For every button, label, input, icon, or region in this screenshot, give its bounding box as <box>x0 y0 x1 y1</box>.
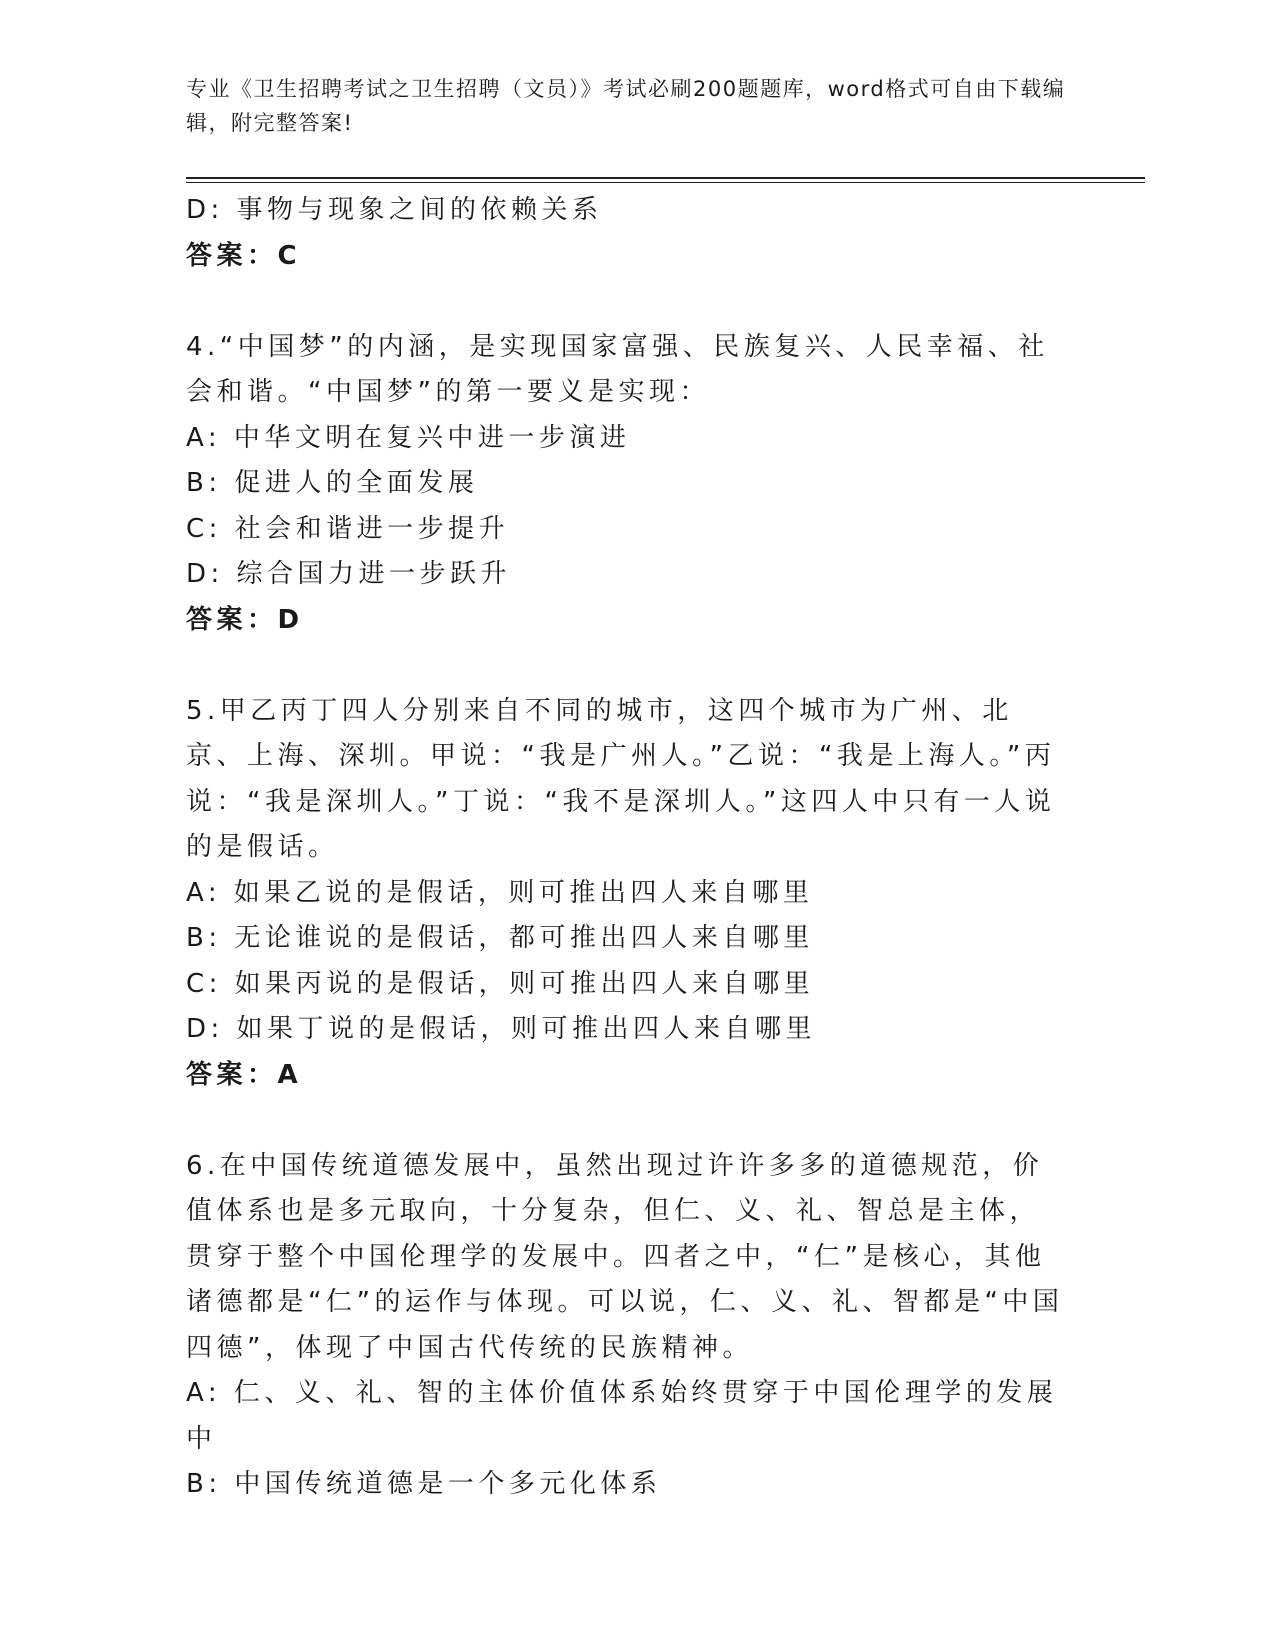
question-stem: 6.在中国传统道德发展中，虽然出现过许许多多的道德规范，价值体系也是多元取向，十分复杂，但仁、义、礼、智总是主体，贯穿于整个中国伦理学的发展中。四者之中，“仁”是核心，其他诸德都是“仁”的运作与体现。可以说，仁、义、礼、智都是“中国四德”，体现了中国古代传统的民族精神。 <box>186 1150 1064 1363</box>
spacer <box>186 643 1066 689</box>
prev-answer: 答案：C <box>186 240 302 271</box>
option-c: C: 如果丙说的是假话，则可推出四人来自哪里 <box>186 968 815 999</box>
option-b: B: 无论谁说的是假话，都可推出四人来自哪里 <box>186 923 814 953</box>
spacer <box>186 279 1066 325</box>
question-5 <box>186 689 1066 1099</box>
question-stem: 4.“中国梦”的内涵，是实现国家富强、民族复兴、人民幸福、社会和谐。“中国梦”的第一要义是实现： <box>186 331 1049 407</box>
answer: 答案：D <box>186 604 304 635</box>
option-c: C: 社会和谐进一步提升 <box>186 513 510 544</box>
question-4 <box>186 325 1066 644</box>
option-b: B: 中国传统道德是一个多元化体系 <box>186 1469 662 1499</box>
question-content <box>186 188 1066 1508</box>
document-header: 专业《卫生招聘考试之卫生招聘（文员）》考试必刷200题题库，word格式可自由下载编辑，附完整答案! <box>186 77 1066 135</box>
option-a: A: 仁、义、礼、智的主体价值体系始终贯穿于中国伦理学的发展中 <box>186 1378 1058 1454</box>
spacer <box>186 1098 1066 1144</box>
question-6 <box>186 1144 1066 1508</box>
answer: 答案：A <box>186 1059 303 1090</box>
option-d: D: 综合国力进一步跃升 <box>186 559 512 589</box>
option-a: A: 中华文明在复兴中进一步演进 <box>186 422 631 453</box>
option-d: D: 如果丁说的是假话，则可推出四人来自哪里 <box>186 1014 817 1044</box>
header-rule-thick <box>186 177 1145 179</box>
prev-option-d: D: 事物与现象之间的依赖关系 <box>186 195 603 225</box>
question-stem: 5.甲乙丙丁四人分别来自不同的城市，这四个城市为广州、北京、上海、深圳。甲说：“我是广州人。”乙说：“我是上海人。”丙说：“我是深圳人。”丁说：“我不是深圳人。”这四人中只有一人说的是假话。 <box>186 695 1056 862</box>
option-b: B: 促进人的全面发展 <box>186 468 479 498</box>
option-a: A: 如果乙说的是假话，则可推出四人来自哪里 <box>186 877 814 908</box>
header-rule-thin <box>186 182 1145 183</box>
